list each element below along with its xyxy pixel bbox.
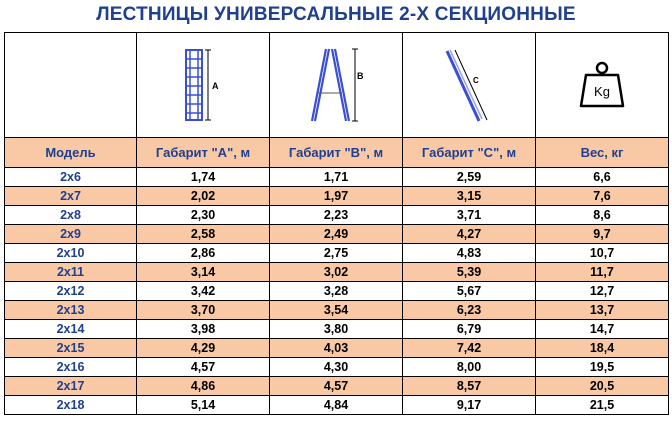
cell-model: 2x16	[5, 358, 137, 377]
table-row	[5, 396, 669, 415]
cell-weight: 19,5	[536, 358, 669, 377]
table-row	[5, 187, 669, 206]
cell-dimension-a: 1,74	[137, 168, 270, 187]
cell-dimension-c: 4,27	[403, 225, 536, 244]
table-row	[5, 168, 669, 187]
cell-dimension-c: 6,79	[403, 320, 536, 339]
header-weight: Вес, кг	[536, 138, 669, 168]
cell-dimension-a: 3,98	[137, 320, 270, 339]
cell-dimension-a: 4,57	[137, 358, 270, 377]
cell-dimension-c: 8,57	[403, 377, 536, 396]
page-title: ЛЕСТНИЦЫ УНИВЕРСАЛЬНЫЕ 2-Х СЕКЦИОННЫЕ	[96, 4, 576, 25]
cell-dimension-a: 3,42	[137, 282, 270, 301]
cell-dimension-c: 7,42	[403, 339, 536, 358]
cell-dimension-b: 1,97	[270, 187, 403, 206]
cell-dimension-b: 3,02	[270, 263, 403, 282]
dimension-a-label: A	[212, 81, 219, 91]
diagram-cell-weight	[536, 33, 669, 138]
ladder-spec-table	[4, 32, 669, 415]
cell-dimension-a: 2,30	[137, 206, 270, 225]
cell-weight: 8,6	[536, 206, 669, 225]
cell-dimension-b: 3,28	[270, 282, 403, 301]
ladder-folded-diagram	[178, 47, 228, 123]
diagram-cell-empty	[5, 33, 137, 138]
cell-dimension-b: 3,80	[270, 320, 403, 339]
cell-dimension-b: 4,57	[270, 377, 403, 396]
cell-dimension-b: 2,23	[270, 206, 403, 225]
ladder-aframe-diagram	[306, 45, 366, 125]
cell-model: 2x8	[5, 206, 137, 225]
cell-model: 2x14	[5, 320, 137, 339]
table-row	[5, 263, 669, 282]
table-row	[5, 339, 669, 358]
cell-dimension-c: 3,71	[403, 206, 536, 225]
cell-dimension-b: 1,71	[270, 168, 403, 187]
cell-model: 2x13	[5, 301, 137, 320]
cell-weight: 9,7	[536, 225, 669, 244]
cell-model: 2x10	[5, 244, 137, 263]
diagram-cell-a	[137, 33, 270, 138]
cell-dimension-a: 2,86	[137, 244, 270, 263]
cell-dimension-a: 3,14	[137, 263, 270, 282]
header-model: Модель	[5, 138, 137, 168]
table-row	[5, 225, 669, 244]
cell-weight: 18,4	[536, 339, 669, 358]
weight-icon	[577, 60, 627, 110]
cell-dimension-c: 6,23	[403, 301, 536, 320]
cell-dimension-a: 3,70	[137, 301, 270, 320]
cell-dimension-a: 4,29	[137, 339, 270, 358]
cell-weight: 21,5	[536, 396, 669, 415]
cell-dimension-a: 2,02	[137, 187, 270, 206]
cell-weight: 10,7	[536, 244, 669, 263]
dimension-b-label: B	[357, 71, 364, 81]
header-row	[5, 138, 669, 168]
table-row	[5, 282, 669, 301]
cell-weight: 11,7	[536, 263, 669, 282]
cell-dimension-b: 3,54	[270, 301, 403, 320]
cell-weight: 12,7	[536, 282, 669, 301]
table-body	[5, 168, 669, 415]
cell-dimension-c: 5,67	[403, 282, 536, 301]
table-row	[5, 206, 669, 225]
cell-dimension-c: 3,15	[403, 187, 536, 206]
cell-weight: 13,7	[536, 301, 669, 320]
cell-dimension-c: 5,39	[403, 263, 536, 282]
cell-model: 2x15	[5, 339, 137, 358]
cell-model: 2x17	[5, 377, 137, 396]
cell-dimension-c: 2,59	[403, 168, 536, 187]
table-row	[5, 244, 669, 263]
cell-weight: 14,7	[536, 320, 669, 339]
header-dimension-c: Габарит "С", м	[403, 138, 536, 168]
cell-weight: 7,6	[536, 187, 669, 206]
dimension-c-label: C	[473, 76, 479, 85]
cell-model: 2x7	[5, 187, 137, 206]
cell-dimension-b: 2,75	[270, 244, 403, 263]
cell-dimension-a: 5,14	[137, 396, 270, 415]
table-row	[5, 301, 669, 320]
cell-model: 2x11	[5, 263, 137, 282]
diagram-cell-b	[270, 33, 403, 138]
cell-dimension-b: 2,49	[270, 225, 403, 244]
cell-weight: 20,5	[536, 377, 669, 396]
diagram-row	[5, 33, 669, 138]
cell-dimension-b: 4,30	[270, 358, 403, 377]
diagram-cell-c	[403, 33, 536, 138]
weight-icon-label: Kg	[594, 84, 610, 99]
cell-model: 2x6	[5, 168, 137, 187]
cell-dimension-a: 4,86	[137, 377, 270, 396]
header-dimension-a: Габарит "А", м	[137, 138, 270, 168]
table-row	[5, 320, 669, 339]
cell-weight: 6,6	[536, 168, 669, 187]
cell-dimension-c: 8,00	[403, 358, 536, 377]
table-row	[5, 377, 669, 396]
cell-model: 2x18	[5, 396, 137, 415]
table-row	[5, 358, 669, 377]
cell-dimension-c: 9,17	[403, 396, 536, 415]
cell-model: 2x9	[5, 225, 137, 244]
cell-dimension-b: 4,03	[270, 339, 403, 358]
cell-dimension-b: 4,84	[270, 396, 403, 415]
header-dimension-b: Габарит "В", м	[270, 138, 403, 168]
cell-model: 2x12	[5, 282, 137, 301]
cell-dimension-a: 2,58	[137, 225, 270, 244]
ladder-extended-diagram	[439, 45, 499, 125]
cell-dimension-c: 4,83	[403, 244, 536, 263]
